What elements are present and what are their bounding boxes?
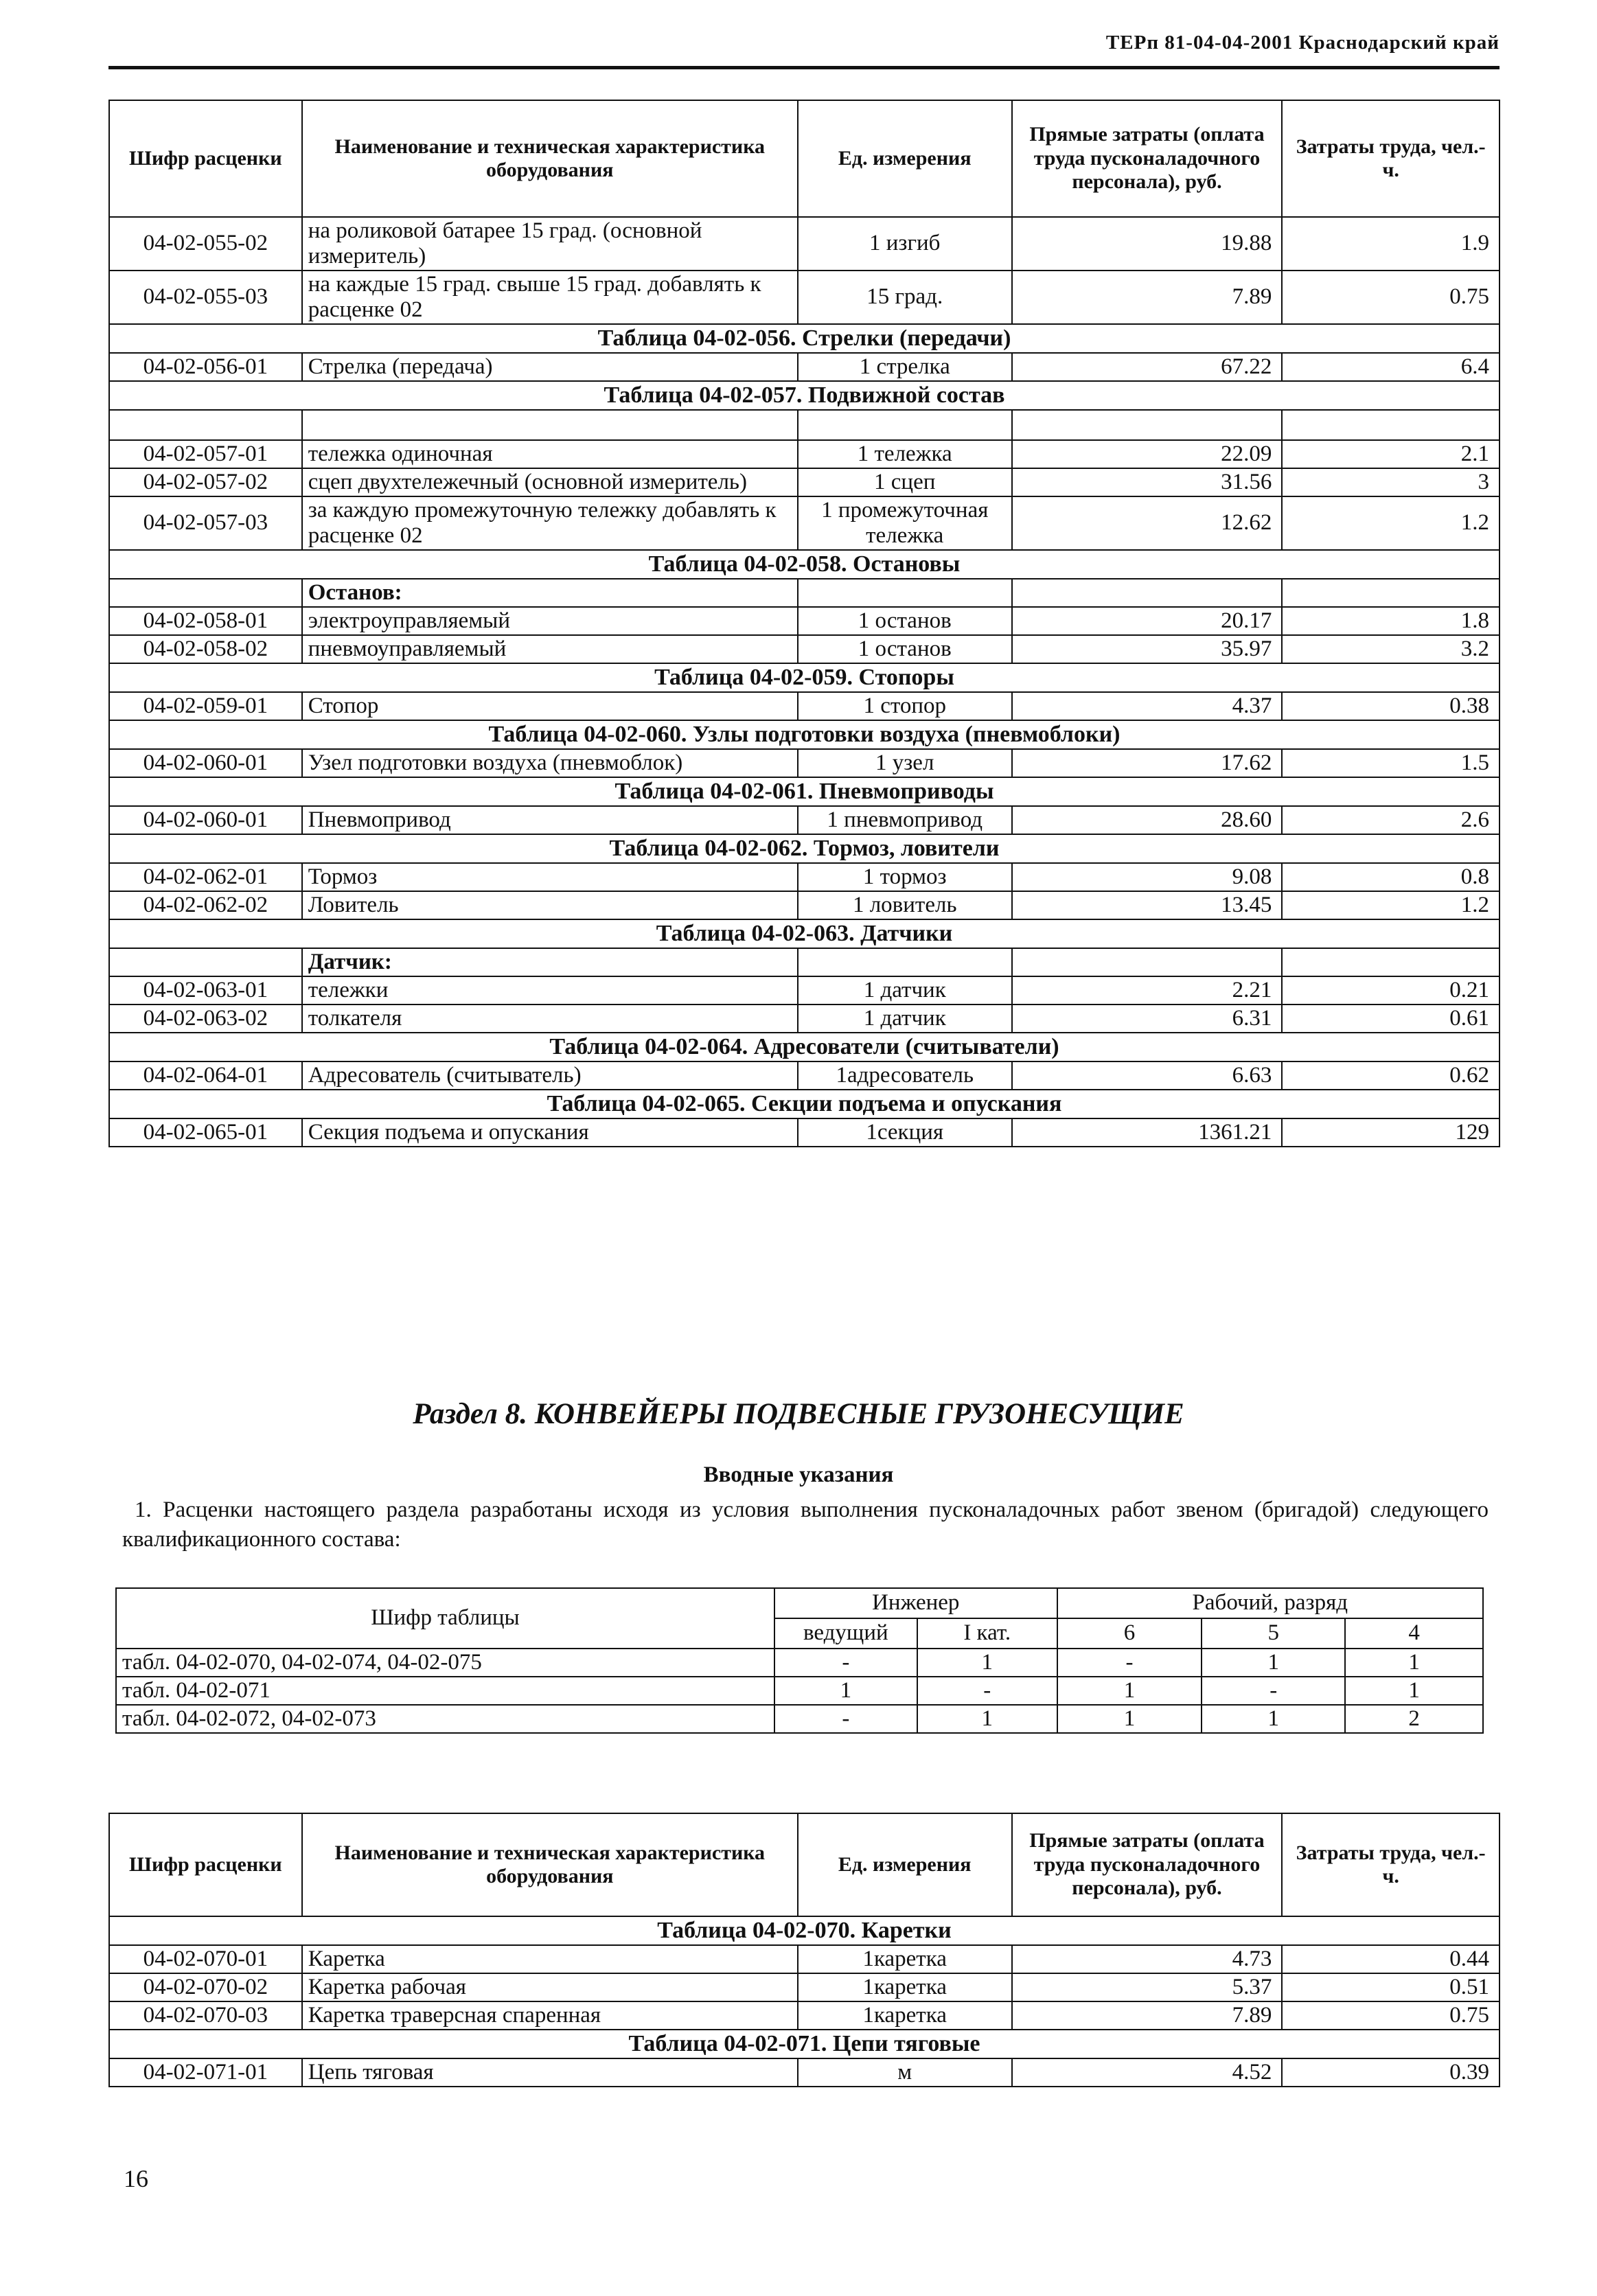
- unit: 1 стрелка: [798, 353, 1012, 381]
- equipment-name: Секция подъема и опускания: [302, 1118, 798, 1147]
- labor-costs: 2.1: [1282, 440, 1500, 468]
- rate-code: 04-02-070-03: [109, 2001, 302, 2030]
- equipment-name: толкателя: [302, 1004, 798, 1033]
- crew-composition-table: [115, 1587, 1484, 1734]
- labor-costs: 129: [1282, 1118, 1500, 1147]
- table-row: [109, 353, 1500, 381]
- blank-cell: [1282, 579, 1500, 607]
- table-row: [109, 976, 1500, 1004]
- table-row: [109, 749, 1500, 777]
- header-code: Шифр расценки: [109, 1813, 302, 1916]
- subheading-row: [109, 948, 1500, 976]
- unit: 1 стопор: [798, 692, 1012, 720]
- rate-code: 04-02-058-02: [109, 635, 302, 663]
- header-unit: Ед. измерения: [798, 1813, 1012, 1916]
- header-direct-costs: Прямые затраты (оплата труда пусконаладочного персонала), руб.: [1012, 100, 1283, 217]
- equipment-name: Тормоз: [302, 863, 798, 891]
- table-section-title: Таблица 04-02-071. Цепи тяговые: [109, 2030, 1500, 2058]
- equipment-name: Узел подготовки воздуха (пневмоблок): [302, 749, 798, 777]
- crew-count: 1: [1345, 1677, 1483, 1705]
- rate-code: 04-02-057-02: [109, 468, 302, 496]
- table-section-title: Таблица 04-02-058. Остановы: [109, 550, 1500, 579]
- unit: 1 сцеп: [798, 468, 1012, 496]
- equipment-name: Цепь тяговая: [302, 2058, 798, 2087]
- equipment-name: Каретка траверсная спаренная: [302, 2001, 798, 2030]
- header-labor-costs: Затраты труда, чел.-ч.: [1282, 100, 1500, 217]
- table-row: [109, 496, 1500, 550]
- table-section-title: Таблица 04-02-063. Датчики: [109, 919, 1500, 948]
- rate-code: 04-02-062-01: [109, 863, 302, 891]
- unit: 1каретка: [798, 1973, 1012, 2001]
- table-row: [109, 863, 1500, 891]
- equipment-name: электроуправляемый: [302, 607, 798, 635]
- direct-costs: 12.62: [1012, 496, 1283, 550]
- rate-code: 04-02-056-01: [109, 353, 302, 381]
- labor-costs: 0.51: [1282, 1973, 1500, 2001]
- blank-cell: [1012, 579, 1283, 607]
- direct-costs: 28.60: [1012, 806, 1283, 834]
- table-section-title-row: [109, 663, 1500, 692]
- labor-costs: 6.4: [1282, 353, 1500, 381]
- rates-table-body: [109, 1916, 1500, 2087]
- rate-code: 04-02-057-01: [109, 440, 302, 468]
- crew-count: 1: [1057, 1705, 1202, 1733]
- direct-costs: 4.73: [1012, 1945, 1283, 1973]
- crew-count: -: [1057, 1649, 1202, 1677]
- crew-sub-cat1: I кат.: [917, 1618, 1057, 1649]
- labor-costs: 0.61: [1282, 1004, 1500, 1033]
- equipment-name: тележки: [302, 976, 798, 1004]
- header-code: Шифр расценки: [109, 100, 302, 217]
- labor-costs: 1.2: [1282, 496, 1500, 550]
- header-name: Наименование и техническая характеристика оборудования: [302, 1813, 798, 1916]
- labor-costs: 3.2: [1282, 635, 1500, 663]
- direct-costs: 67.22: [1012, 353, 1283, 381]
- equipment-name: за каждую промежуточную тележку добавлять к расценке 02: [302, 496, 798, 550]
- table-row: [109, 891, 1500, 919]
- labor-costs: 1.2: [1282, 891, 1500, 919]
- equipment-name: Пневмопривод: [302, 806, 798, 834]
- unit: 1секция: [798, 1118, 1012, 1147]
- rate-code: 04-02-055-02: [109, 217, 302, 271]
- crew-count: -: [1202, 1677, 1345, 1705]
- table-section-title-row: [109, 1916, 1500, 1945]
- labor-costs: 0.39: [1282, 2058, 1500, 2087]
- blank-cell: [798, 948, 1012, 976]
- crew-count: -: [774, 1649, 917, 1677]
- table-row: [109, 2001, 1500, 2030]
- subheading: Датчик:: [302, 948, 798, 976]
- direct-costs: 4.37: [1012, 692, 1283, 720]
- rate-code: 04-02-063-02: [109, 1004, 302, 1033]
- unit: 1 тормоз: [798, 863, 1012, 891]
- crew-count: 1: [917, 1649, 1057, 1677]
- labor-costs: 0.38: [1282, 692, 1500, 720]
- unit: 1 датчик: [798, 976, 1012, 1004]
- crew-count: 1: [1057, 1677, 1202, 1705]
- labor-costs: 0.44: [1282, 1945, 1500, 1973]
- intro-title: Вводные указания: [703, 1462, 894, 1487]
- direct-costs: 1361.21: [1012, 1118, 1283, 1147]
- crew-count: -: [917, 1677, 1057, 1705]
- equipment-name: Адресователь (считыватель): [302, 1061, 798, 1090]
- blank-cell: [798, 410, 1012, 440]
- crew-count: -: [774, 1705, 917, 1733]
- blank-cell: [1012, 410, 1283, 440]
- direct-costs: 2.21: [1012, 976, 1283, 1004]
- table-section-title-row: [109, 381, 1500, 410]
- table-section-title-row: [109, 550, 1500, 579]
- labor-costs: 3: [1282, 468, 1500, 496]
- equipment-name: Ловитель: [302, 891, 798, 919]
- table-row: [109, 271, 1500, 324]
- table-section-title: Таблица 04-02-060. Узлы подготовки воздуха (пневмоблоки): [109, 720, 1500, 749]
- direct-costs: 17.62: [1012, 749, 1283, 777]
- rate-code: 04-02-064-01: [109, 1061, 302, 1090]
- rates-table-section8: [108, 1813, 1500, 2087]
- blank-cell: [109, 948, 302, 976]
- unit: 1 ловитель: [798, 891, 1012, 919]
- direct-costs: 4.52: [1012, 2058, 1283, 2087]
- direct-costs: 5.37: [1012, 1973, 1283, 2001]
- header-unit: Ед. измерения: [798, 100, 1012, 217]
- table-row: [116, 1705, 1483, 1733]
- unit: 1 датчик: [798, 1004, 1012, 1033]
- table-section-title: Таблица 04-02-062. Тормоз, ловители: [109, 834, 1500, 863]
- equipment-name: Стопор: [302, 692, 798, 720]
- unit: м: [798, 2058, 1012, 2087]
- table-section-title-row: [109, 720, 1500, 749]
- table-row: [109, 806, 1500, 834]
- table-section-title-row: [109, 324, 1500, 353]
- table-row: [109, 635, 1500, 663]
- running-header: ТЕРп 81-04-04-2001 Краснодарский край: [1105, 32, 1500, 54]
- header-name: Наименование и техническая характеристика оборудования: [302, 100, 798, 217]
- labor-costs: 1.9: [1282, 217, 1500, 271]
- table-row: [109, 607, 1500, 635]
- section-title: Раздел 8. КОНВЕЙЕРЫ ПОДВЕСНЫЕ ГРУЗОНЕСУЩИЕ: [413, 1398, 1184, 1430]
- table-row: [109, 1118, 1500, 1147]
- direct-costs: 31.56: [1012, 468, 1283, 496]
- equipment-name: на каждые 15 град. свыше 15 град. добавлять к расценке 02: [302, 271, 798, 324]
- unit: 1 останов: [798, 607, 1012, 635]
- rate-code: 04-02-055-03: [109, 271, 302, 324]
- crew-count: 1: [774, 1677, 917, 1705]
- labor-costs: 0.75: [1282, 2001, 1500, 2030]
- rate-code: 04-02-063-01: [109, 976, 302, 1004]
- header-labor-costs: Затраты труда, чел.-ч.: [1282, 1813, 1500, 1916]
- table-row: [109, 1973, 1500, 2001]
- direct-costs: 22.09: [1012, 440, 1283, 468]
- table-row: [109, 692, 1500, 720]
- rate-code: 04-02-062-02: [109, 891, 302, 919]
- table-section-title-row: [109, 834, 1500, 863]
- crew-sub-grade5: 5: [1202, 1618, 1345, 1649]
- table-row: [109, 468, 1500, 496]
- unit: 1 тележка: [798, 440, 1012, 468]
- rate-code: 04-02-071-01: [109, 2058, 302, 2087]
- equipment-name: Каретка рабочая: [302, 1973, 798, 2001]
- rate-code: 04-02-060-01: [109, 806, 302, 834]
- table-section-title: Таблица 04-02-070. Каретки: [109, 1916, 1500, 1945]
- direct-costs: 20.17: [1012, 607, 1283, 635]
- header-rule: [108, 66, 1500, 69]
- table-row: [109, 2058, 1500, 2087]
- equipment-name: тележка одиночная: [302, 440, 798, 468]
- table-section-title-row: [109, 1090, 1500, 1118]
- crew-header-worker: Рабочий, разряд: [1057, 1588, 1483, 1618]
- table-section-title-row: [109, 919, 1500, 948]
- unit: 1 останов: [798, 635, 1012, 663]
- rate-code: 04-02-060-01: [109, 749, 302, 777]
- equipment-name: на роликовой батарее 15 град. (основной измеритель): [302, 217, 798, 271]
- table-row: [116, 1649, 1483, 1677]
- unit: 1 изгиб: [798, 217, 1012, 271]
- crew-table-code: табл. 04-02-070, 04-02-074, 04-02-075: [116, 1649, 774, 1677]
- direct-costs: 7.89: [1012, 271, 1283, 324]
- rate-code: 04-02-070-01: [109, 1945, 302, 1973]
- labor-costs: 1.5: [1282, 749, 1500, 777]
- crew-header-engineer: Инженер: [774, 1588, 1057, 1618]
- blank-cell: [109, 579, 302, 607]
- equipment-name: пневмоуправляемый: [302, 635, 798, 663]
- equipment-name: сцеп двухтележечный (основной измеритель): [302, 468, 798, 496]
- crew-count: 1: [1202, 1705, 1345, 1733]
- blank-cell: [1282, 410, 1500, 440]
- crew-sub-lead: ведущий: [774, 1618, 917, 1649]
- crew-sub-grade6: 6: [1057, 1618, 1202, 1649]
- crew-table-code: табл. 04-02-071: [116, 1677, 774, 1705]
- unit: 1 пневмопривод: [798, 806, 1012, 834]
- blank-cell: [1282, 948, 1500, 976]
- direct-costs: 6.31: [1012, 1004, 1283, 1033]
- labor-costs: 0.8: [1282, 863, 1500, 891]
- labor-costs: 0.75: [1282, 271, 1500, 324]
- table-section-title: Таблица 04-02-065. Секции подъема и опускания: [109, 1090, 1500, 1118]
- rates-table-body: [109, 217, 1500, 1147]
- rate-code: 04-02-058-01: [109, 607, 302, 635]
- subheading: Останов:: [302, 579, 798, 607]
- table-section-title: Таблица 04-02-061. Пневмоприводы: [109, 777, 1500, 806]
- rate-code: 04-02-057-03: [109, 496, 302, 550]
- blank-cell: [1012, 948, 1283, 976]
- crew-count: 2: [1345, 1705, 1483, 1733]
- table-row: [109, 217, 1500, 271]
- direct-costs: 7.89: [1012, 2001, 1283, 2030]
- unit: 15 град.: [798, 271, 1012, 324]
- page-number: 16: [124, 2165, 148, 2192]
- direct-costs: 35.97: [1012, 635, 1283, 663]
- rate-code: 04-02-070-02: [109, 1973, 302, 2001]
- equipment-name: Каретка: [302, 1945, 798, 1973]
- equipment-name: Стрелка (передача): [302, 353, 798, 381]
- table-row: [109, 1945, 1500, 1973]
- intro-paragraph: 1. Расценки настоящего раздела разработаны исходя из условия выполнения пусконаладочных работ звеном (бригадой) следующего квалификационного состава:: [122, 1497, 1489, 1552]
- rate-code: 04-02-059-01: [109, 692, 302, 720]
- unit: 1адресователь: [798, 1061, 1012, 1090]
- table-row: [116, 1677, 1483, 1705]
- crew-count: 1: [1345, 1649, 1483, 1677]
- labor-costs: 0.62: [1282, 1061, 1500, 1090]
- unit: 1 промежуточная тележка: [798, 496, 1012, 550]
- direct-costs: 6.63: [1012, 1061, 1283, 1090]
- table-section-title-row: [109, 777, 1500, 806]
- table-section-title: Таблица 04-02-064. Адресователи (считыватели): [109, 1033, 1500, 1061]
- labor-costs: 1.8: [1282, 607, 1500, 635]
- direct-costs: 9.08: [1012, 863, 1283, 891]
- crew-header-code: Шифр таблицы: [116, 1588, 774, 1649]
- blank-cell: [109, 410, 302, 440]
- direct-costs: 13.45: [1012, 891, 1283, 919]
- crew-count: 1: [1202, 1649, 1345, 1677]
- unit: 1каретка: [798, 2001, 1012, 2030]
- crew-sub-grade4: 4: [1345, 1618, 1483, 1649]
- labor-costs: 0.21: [1282, 976, 1500, 1004]
- table-row: [109, 440, 1500, 468]
- table-section-title: Таблица 04-02-059. Стопоры: [109, 663, 1500, 692]
- unit: 1 узел: [798, 749, 1012, 777]
- subheading-row: [109, 579, 1500, 607]
- crew-table-code: табл. 04-02-072, 04-02-073: [116, 1705, 774, 1733]
- table-section-title-row: [109, 2030, 1500, 2058]
- table-section-title-row: [109, 1033, 1500, 1061]
- header-direct-costs: Прямые затраты (оплата труда пусконаладочного персонала), руб.: [1012, 1813, 1283, 1916]
- rate-code: 04-02-065-01: [109, 1118, 302, 1147]
- crew-count: 1: [917, 1705, 1057, 1733]
- blank-row: [109, 410, 1500, 440]
- rates-table-main: [108, 100, 1500, 1147]
- unit: 1каретка: [798, 1945, 1012, 1973]
- table-section-title: Таблица 04-02-057. Подвижной состав: [109, 381, 1500, 410]
- crew-table-body: [116, 1649, 1483, 1733]
- blank-cell: [798, 579, 1012, 607]
- table-row: [109, 1061, 1500, 1090]
- table-row: [109, 1004, 1500, 1033]
- blank-cell: [302, 410, 798, 440]
- labor-costs: 2.6: [1282, 806, 1500, 834]
- table-section-title: Таблица 04-02-056. Стрелки (передачи): [109, 324, 1500, 353]
- direct-costs: 19.88: [1012, 217, 1283, 271]
